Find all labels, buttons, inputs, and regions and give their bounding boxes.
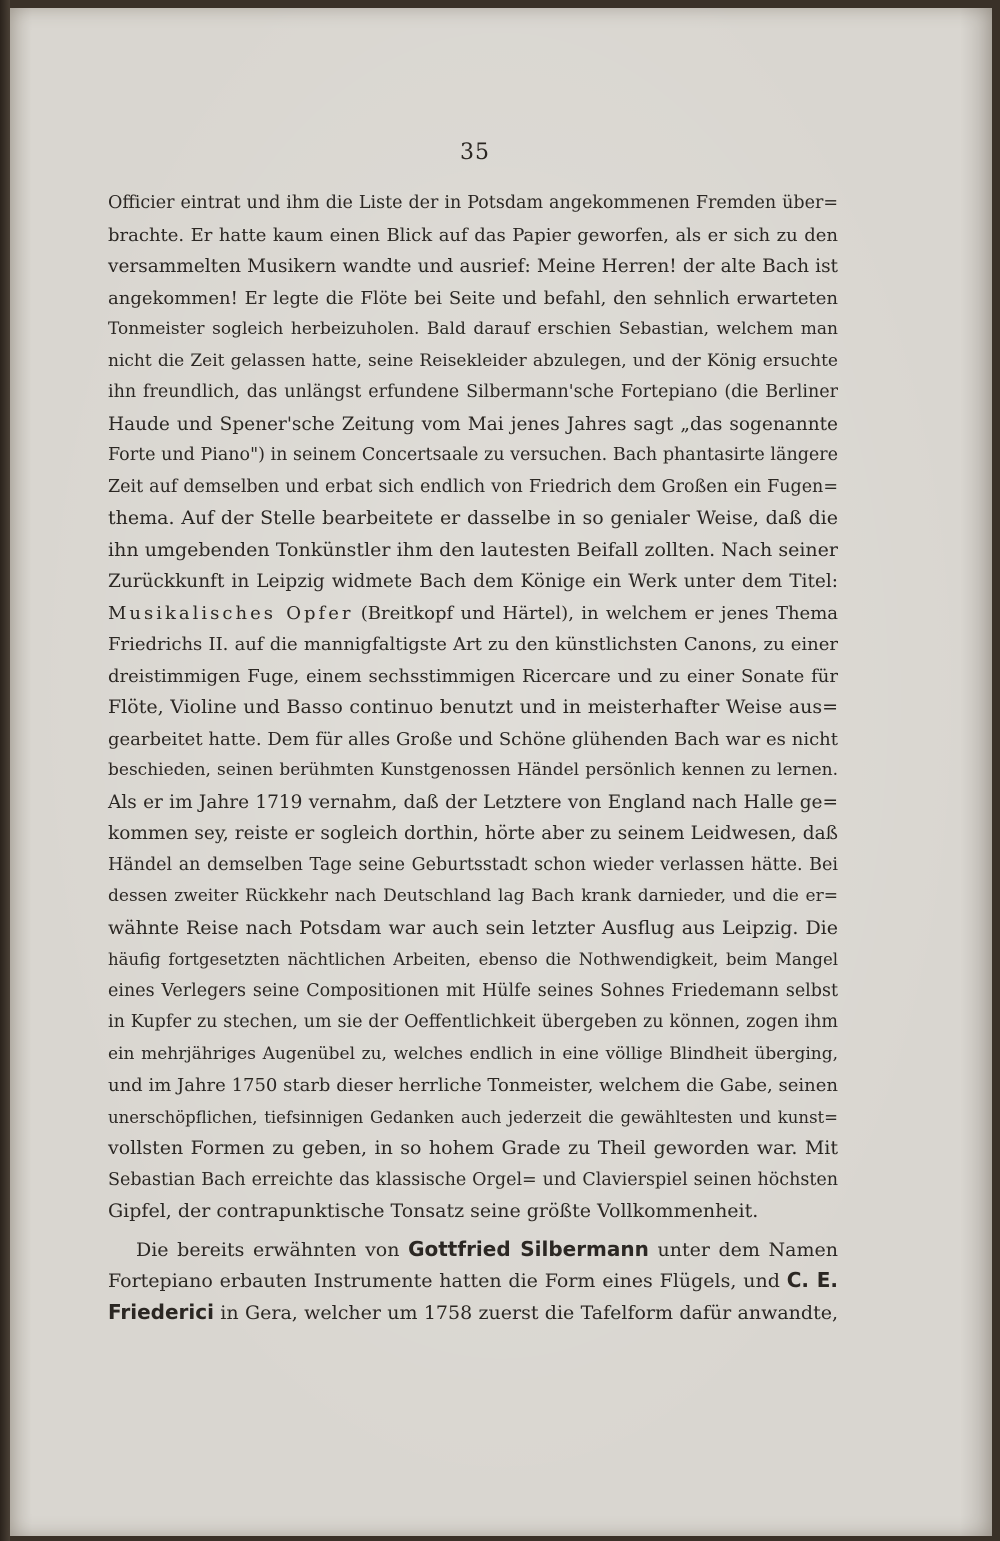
text-line: ein mehrjähriges Augenübel zu, welches endlich in eine völlige Blindheit überging, xyxy=(108,1043,838,1064)
text-line: Forte und Piano") in seinem Concertsaale zu versuchen. Bach phantasirte längere xyxy=(108,445,838,465)
text-fragment: Die bereits erwähnten von xyxy=(136,1238,409,1261)
book-spine-edge xyxy=(0,0,10,1541)
text-line: häufig fortgesetzten nächtlichen Arbeiten, ebenso die Nothwendigkeit, beim Mangel xyxy=(108,950,838,969)
text-line: angekommen! Er legte die Flöte bei Seite und befahl, den sehnlich erwarteten xyxy=(108,287,838,309)
text-line: Als er im Jahre 1719 vernahm, daß der Letztere von England nach Halle ge= xyxy=(108,791,838,813)
text-line xyxy=(108,1265,838,1297)
text-line: brachte. Er hatte kaum einen Blick auf das Papier geworfen, als er sich zu den xyxy=(108,224,838,246)
name-silbermann: Gottfried Silbermann xyxy=(408,1236,649,1261)
work-title-rest: (Breitkopf und Härtel), in welchem er jenes Thema xyxy=(353,602,838,624)
page-number: 35 xyxy=(460,140,490,165)
text-line: Zurückkunft in Leipzig widmete Bach dem Könige ein Werk unter dem Titel: xyxy=(108,571,838,592)
text-line: Händel an demselben Tage seine Geburtsstadt schon wieder verlassen hätte. Bei xyxy=(108,854,838,875)
text-fragment: unter dem Namen xyxy=(648,1238,838,1261)
text-line: wähnte Reise nach Potsdam war auch sein letzter Ausflug aus Leipzig. Die xyxy=(108,916,838,939)
text-line: dessen zweiter Rückkehr nach Deutschland lag Bach krank darnieder, und die er= xyxy=(108,886,838,906)
name-initials-friederici: C. E. xyxy=(786,1268,839,1292)
book-page xyxy=(10,8,992,1536)
text-line: Flöte, Violine und Basso continuo benutzt und in meisterhafter Weise aus= xyxy=(108,696,838,718)
text-line: ihn umgebenden Tonkünstler ihm den lautesten Beifall zollten. Nach seiner xyxy=(108,538,838,561)
text-line-paragraph-end: Gipfel, der contrapunktische Tonsatz seine größte Vollkommenheit. xyxy=(108,1200,759,1222)
text-line: in Kupfer zu stechen, um sie der Oeffentlichkeit übergeben zu können, zogen ihm xyxy=(108,1012,838,1032)
text-line: Friedrichs II. auf die mannigfaltigste Art zu den künstlichsten Canons, zu einer xyxy=(108,634,838,655)
text-line: gearbeitet hatte. Dem für alles Große und Schöne glühenden Bach war es nicht xyxy=(108,728,838,750)
text-line: vollsten Formen zu geben, in so hohem Grade zu Theil geworden war. Mit xyxy=(108,1137,838,1159)
text-line: eines Verlegers seine Compositionen mit Hülfe seines Sohnes Friedemann selbst xyxy=(108,980,838,1001)
text-line: Tonmeister sogleich herbeizuholen. Bald darauf erschien Sebastian, welchem man xyxy=(108,319,838,339)
text-line: versammelten Musikern wandte und ausrief: Meine Herren! der alte Bach ist xyxy=(108,256,838,277)
text-line: ihn freundlich, das unlängst erfundene Silbermann'sche Fortepiano (die Berliner xyxy=(108,382,838,402)
text-line xyxy=(108,1297,838,1329)
text-line: nicht die Zeit gelassen hatte, seine Reisekleider abzulegen, und der König ersuchte xyxy=(108,350,838,371)
text-line: dreistimmigen Fuge, einem sechsstimmigen Ricercare und zu einer Sonate für xyxy=(108,665,838,687)
text-line-paragraph-start xyxy=(108,1234,838,1266)
text-line: Haude und Spener'sche Zeitung vom Mai jenes Jahres sagt „das sogenannte xyxy=(108,413,838,435)
work-title: Musikalisches Opfer xyxy=(108,602,354,624)
text-line: und im Jahre 1750 starb dieser herrliche Tonmeister, welchem die Gabe, seinen xyxy=(108,1075,838,1096)
body-text xyxy=(108,188,838,1328)
text-line: Sebastian Bach erreichte das klassische Orgel= und Clavierspiel seinen höchsten xyxy=(108,1169,838,1190)
text-line: Zeit auf demselben und erbat sich endlich von Friedrich dem Großen ein Fugen= xyxy=(108,476,838,497)
text-line-work-title xyxy=(108,598,838,630)
text-fragment: in Gera, welcher um 1758 zuerst die Tafelform dafür anwandte, xyxy=(213,1301,838,1324)
text-line: thema. Auf der Stelle bearbeitete er dasselbe in so genialer Weise, daß die xyxy=(108,507,838,529)
text-line: kommen sey, reiste er sogleich dorthin, hörte aber zu seinem Leidwesen, daß xyxy=(108,823,838,844)
text-line: unerschöpflichen, tiefsinnigen Gedanken auch jederzeit die gewähltesten und kunst= xyxy=(108,1107,838,1127)
text-line: Officier eintrat und ihm die Liste der in Potsdam angekommenen Fremden über= xyxy=(108,193,838,213)
text-fragment: Fortepiano erbauten Instrumente hatten die Form eines Flügels, und xyxy=(108,1270,787,1292)
text-line: beschieden, seinen berühmten Kunstgenossen Händel persönlich kennen zu lernen. xyxy=(108,760,838,780)
name-friederici: Friederici xyxy=(108,1299,214,1324)
